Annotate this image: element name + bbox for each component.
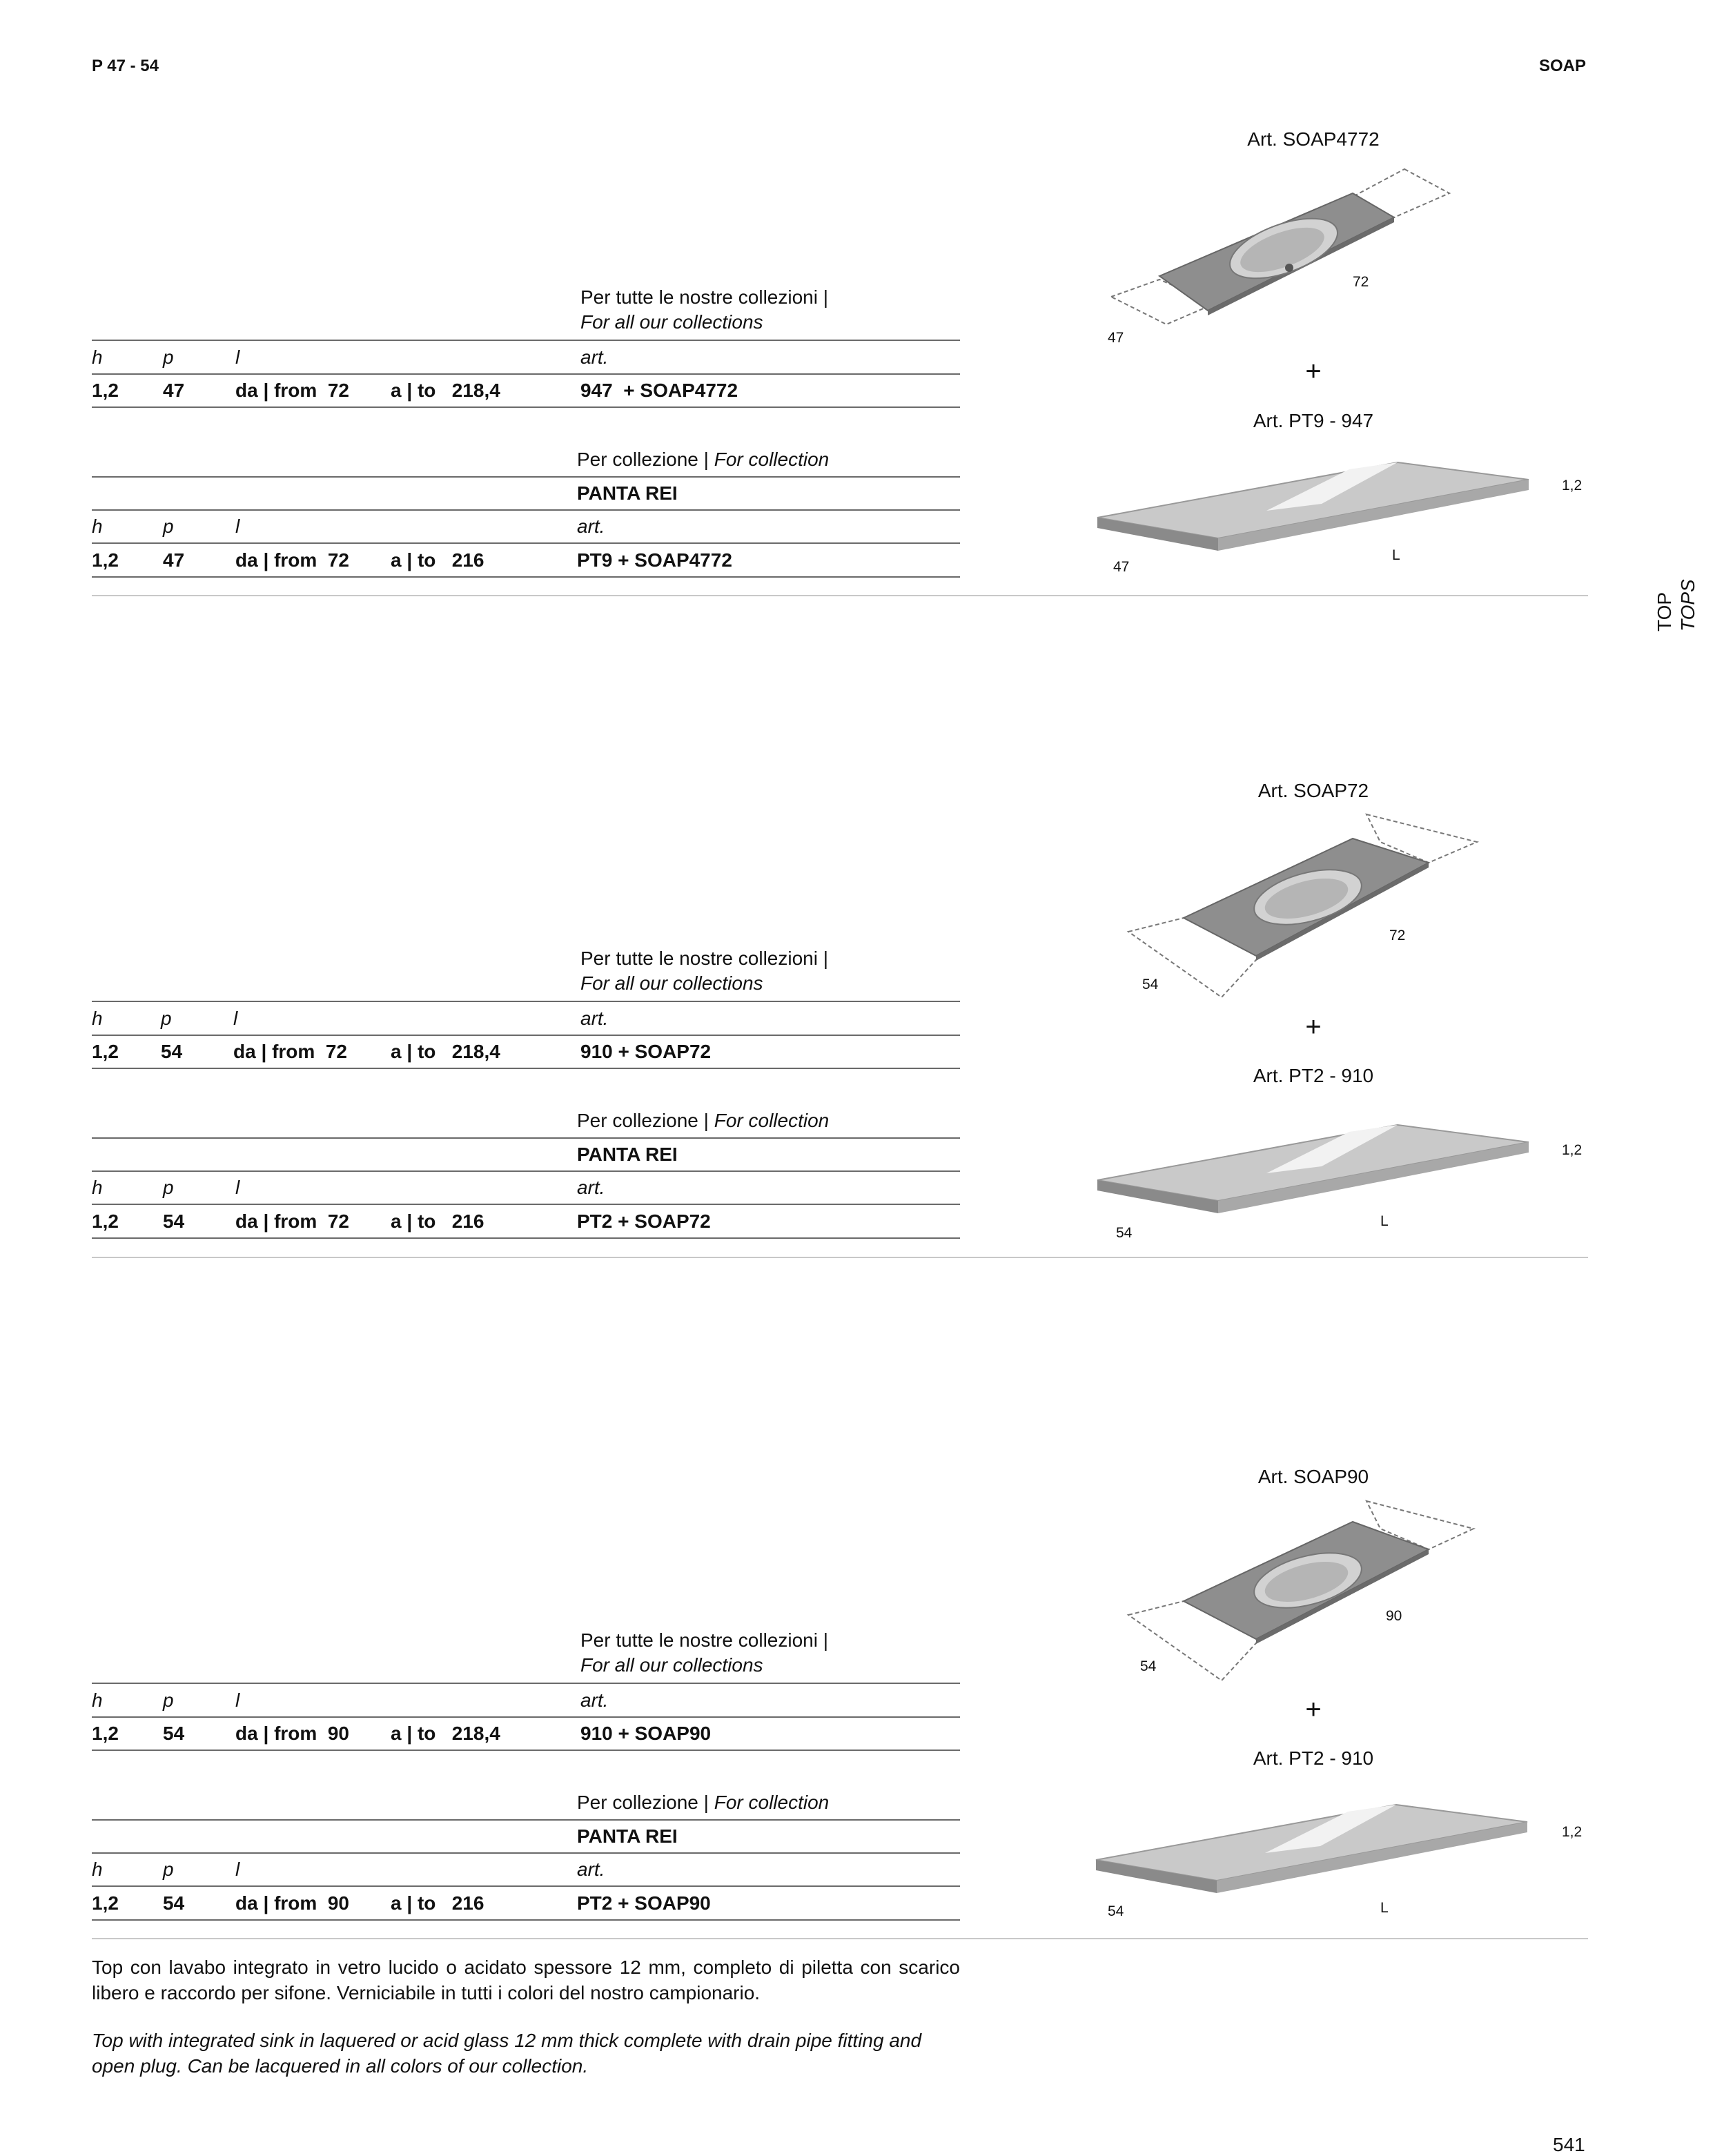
head-l: l — [235, 346, 240, 368]
head-h: h — [92, 516, 103, 537]
caption-en: For all our collections — [580, 1654, 763, 1676]
row-h: 1,2 — [92, 549, 119, 571]
sink-width-label: 54 — [1140, 1658, 1157, 1674]
row-art: PT2 + SOAP72 — [577, 1211, 711, 1232]
side-tab-line2: TOPS — [1677, 579, 1698, 631]
row-from: da | from 72 — [235, 380, 349, 401]
collection-name: PANTA REI — [577, 1825, 678, 1847]
caption — [577, 1792, 829, 1814]
divider — [92, 1885, 960, 1887]
head-h: h — [92, 1177, 103, 1198]
row-h: 1,2 — [92, 1723, 119, 1744]
row-to: a | to 216 — [391, 1892, 484, 1914]
divider — [92, 1716, 960, 1718]
plate-depth-label: 47 — [1113, 559, 1130, 575]
row-h: 1,2 — [92, 380, 119, 401]
row-p: 47 — [163, 549, 185, 571]
head-l: l — [235, 516, 240, 537]
sink-depth-label: 72 — [1353, 274, 1369, 290]
divider — [92, 1035, 960, 1036]
plus-sign: + — [1305, 1694, 1322, 1725]
head-art: art. — [580, 1008, 609, 1029]
row-p: 54 — [163, 1723, 185, 1744]
sink-depth-label: 90 — [1386, 1608, 1402, 1624]
row-p: 54 — [163, 1211, 185, 1232]
sink-width-label: 54 — [1142, 977, 1159, 992]
row-to: a | to 216 — [391, 549, 484, 571]
sink-drawing — [1097, 166, 1456, 338]
caption-it: Per collezione | — [577, 449, 714, 470]
head-p: p — [163, 346, 174, 368]
caption-it: Per collezione | — [577, 1110, 714, 1131]
caption-en: For collection — [714, 449, 830, 470]
divider — [92, 1137, 960, 1139]
sink-drawing — [1125, 1498, 1484, 1691]
row-from: da | from 72 — [235, 1211, 349, 1232]
divider — [92, 1819, 960, 1821]
plate-length-label: L — [1380, 1900, 1389, 1916]
head-l: l — [235, 1177, 240, 1198]
row-from: da | from 90 — [235, 1892, 349, 1914]
collection-name: PANTA REI — [577, 482, 678, 504]
row-to: a | to 218,4 — [391, 1723, 500, 1744]
divider — [92, 1170, 960, 1172]
caption — [577, 449, 829, 471]
plate-depth-label: 54 — [1108, 1903, 1124, 1919]
row-from: da | from 72 — [233, 1041, 347, 1062]
row-art: PT9 + SOAP4772 — [577, 549, 732, 571]
divider — [92, 1750, 960, 1751]
description-english: Top with integrated sink in laquered or acid glass 12 mm thick complete with drain pipe fitting and open plug. Can be lacquered in all colors of our collection. — [92, 2030, 922, 2077]
caption-it: Per tutte le nostre collezioni | — [580, 286, 829, 308]
divider — [92, 406, 960, 408]
row-from: da | from 90 — [235, 1723, 349, 1744]
sink-width-label: 47 — [1108, 330, 1124, 346]
divider — [92, 1237, 960, 1239]
caption — [577, 1110, 829, 1132]
plate-article-title: Art. PT2 - 910 — [1253, 1747, 1374, 1769]
divider — [92, 1204, 960, 1205]
row-p: 54 — [161, 1041, 183, 1062]
divider — [92, 1068, 960, 1069]
plate-drawing — [1094, 1118, 1536, 1242]
plus-sign: + — [1305, 356, 1322, 386]
caption-it: Per collezione | — [577, 1792, 714, 1813]
row-from: da | from 72 — [235, 549, 349, 571]
row-art: 910 + SOAP90 — [580, 1723, 712, 1744]
sink-article-title: Art. SOAP4772 — [1247, 128, 1380, 150]
sink-article-title: Art. SOAP72 — [1257, 780, 1369, 801]
head-art: art. — [577, 1859, 605, 1880]
row-h: 1,2 — [92, 1041, 119, 1062]
head-h: h — [92, 1859, 103, 1880]
plate-thickness-label: 1,2 — [1562, 478, 1583, 493]
plus-sign: + — [1305, 1012, 1322, 1042]
row-to: a | to 218,4 — [391, 1041, 500, 1062]
plate-length-label: L — [1392, 547, 1400, 563]
divider — [92, 509, 960, 511]
row-h: 1,2 — [92, 1892, 119, 1914]
caption-it: Per tutte le nostre collezioni | — [580, 948, 829, 969]
caption-en: For collection — [714, 1792, 830, 1813]
head-h: h — [92, 1689, 103, 1711]
plate-thickness-label: 1,2 — [1562, 1824, 1583, 1840]
head-p: p — [163, 1859, 174, 1880]
head-l: l — [235, 1859, 240, 1880]
page-number: 541 — [1553, 2134, 1585, 2155]
divider — [92, 1683, 960, 1684]
brand-title: SOAP — [1539, 57, 1587, 75]
divider — [92, 542, 960, 544]
side-tab-line1: TOP — [1654, 591, 1675, 631]
row-art: 947 + SOAP4772 — [580, 380, 738, 401]
plate-drawing — [1093, 1798, 1534, 1922]
head-art: art. — [580, 346, 609, 368]
plate-article-title: Art. PT9 - 947 — [1253, 410, 1374, 431]
plate-drawing — [1094, 455, 1536, 580]
row-to: a | to 216 — [391, 1211, 484, 1232]
head-p: p — [163, 516, 174, 537]
side-tab — [1653, 579, 1700, 631]
head-h: h — [92, 1008, 103, 1029]
head-art: art. — [580, 1689, 609, 1711]
plate-length-label: L — [1380, 1213, 1389, 1229]
head-art: art. — [577, 1177, 605, 1198]
head-l: l — [233, 1008, 238, 1029]
divider — [92, 1001, 960, 1002]
head-p: p — [163, 1177, 174, 1198]
row-art: PT2 + SOAP90 — [577, 1892, 711, 1914]
divider — [92, 576, 960, 578]
row-p: 54 — [163, 1892, 185, 1914]
caption-en: For all our collections — [580, 972, 763, 994]
divider — [92, 1852, 960, 1854]
section-separator — [92, 1938, 1588, 1939]
divider — [92, 476, 960, 478]
collection-name: PANTA REI — [577, 1144, 678, 1165]
page-range: P 47 - 54 — [92, 57, 159, 75]
divider — [92, 340, 960, 341]
section-separator — [92, 595, 1588, 596]
row-art: 910 + SOAP72 — [580, 1041, 712, 1062]
sink-drawing — [1125, 811, 1484, 1004]
row-p: 47 — [163, 380, 185, 401]
head-h: h — [92, 346, 103, 368]
plate-thickness-label: 1,2 — [1562, 1142, 1583, 1158]
row-to: a | to 218,4 — [391, 380, 500, 401]
head-p: p — [161, 1008, 172, 1029]
row-h: 1,2 — [92, 1211, 119, 1232]
head-l: l — [235, 1689, 240, 1711]
head-art: art. — [577, 516, 605, 537]
sink-depth-label: 72 — [1389, 928, 1406, 943]
divider — [92, 1919, 960, 1921]
section-separator — [92, 1257, 1588, 1258]
head-p: p — [163, 1689, 174, 1711]
sink-article-title: Art. SOAP90 — [1257, 1466, 1369, 1487]
description-italian: Top con lavabo integrato in vetro lucido o acidato spessore 12 mm, completo di piletta con scarico libero e raccordo per sifone. Verniciabile in tutti i colori del nostro campionario. — [92, 1957, 960, 2003]
caption-en: For all our collections — [580, 311, 763, 333]
divider — [92, 373, 960, 375]
plate-depth-label: 54 — [1116, 1225, 1133, 1241]
plate-article-title: Art. PT2 - 910 — [1253, 1065, 1374, 1086]
caption-it: Per tutte le nostre collezioni | — [580, 1629, 829, 1651]
caption-en: For collection — [714, 1110, 830, 1131]
